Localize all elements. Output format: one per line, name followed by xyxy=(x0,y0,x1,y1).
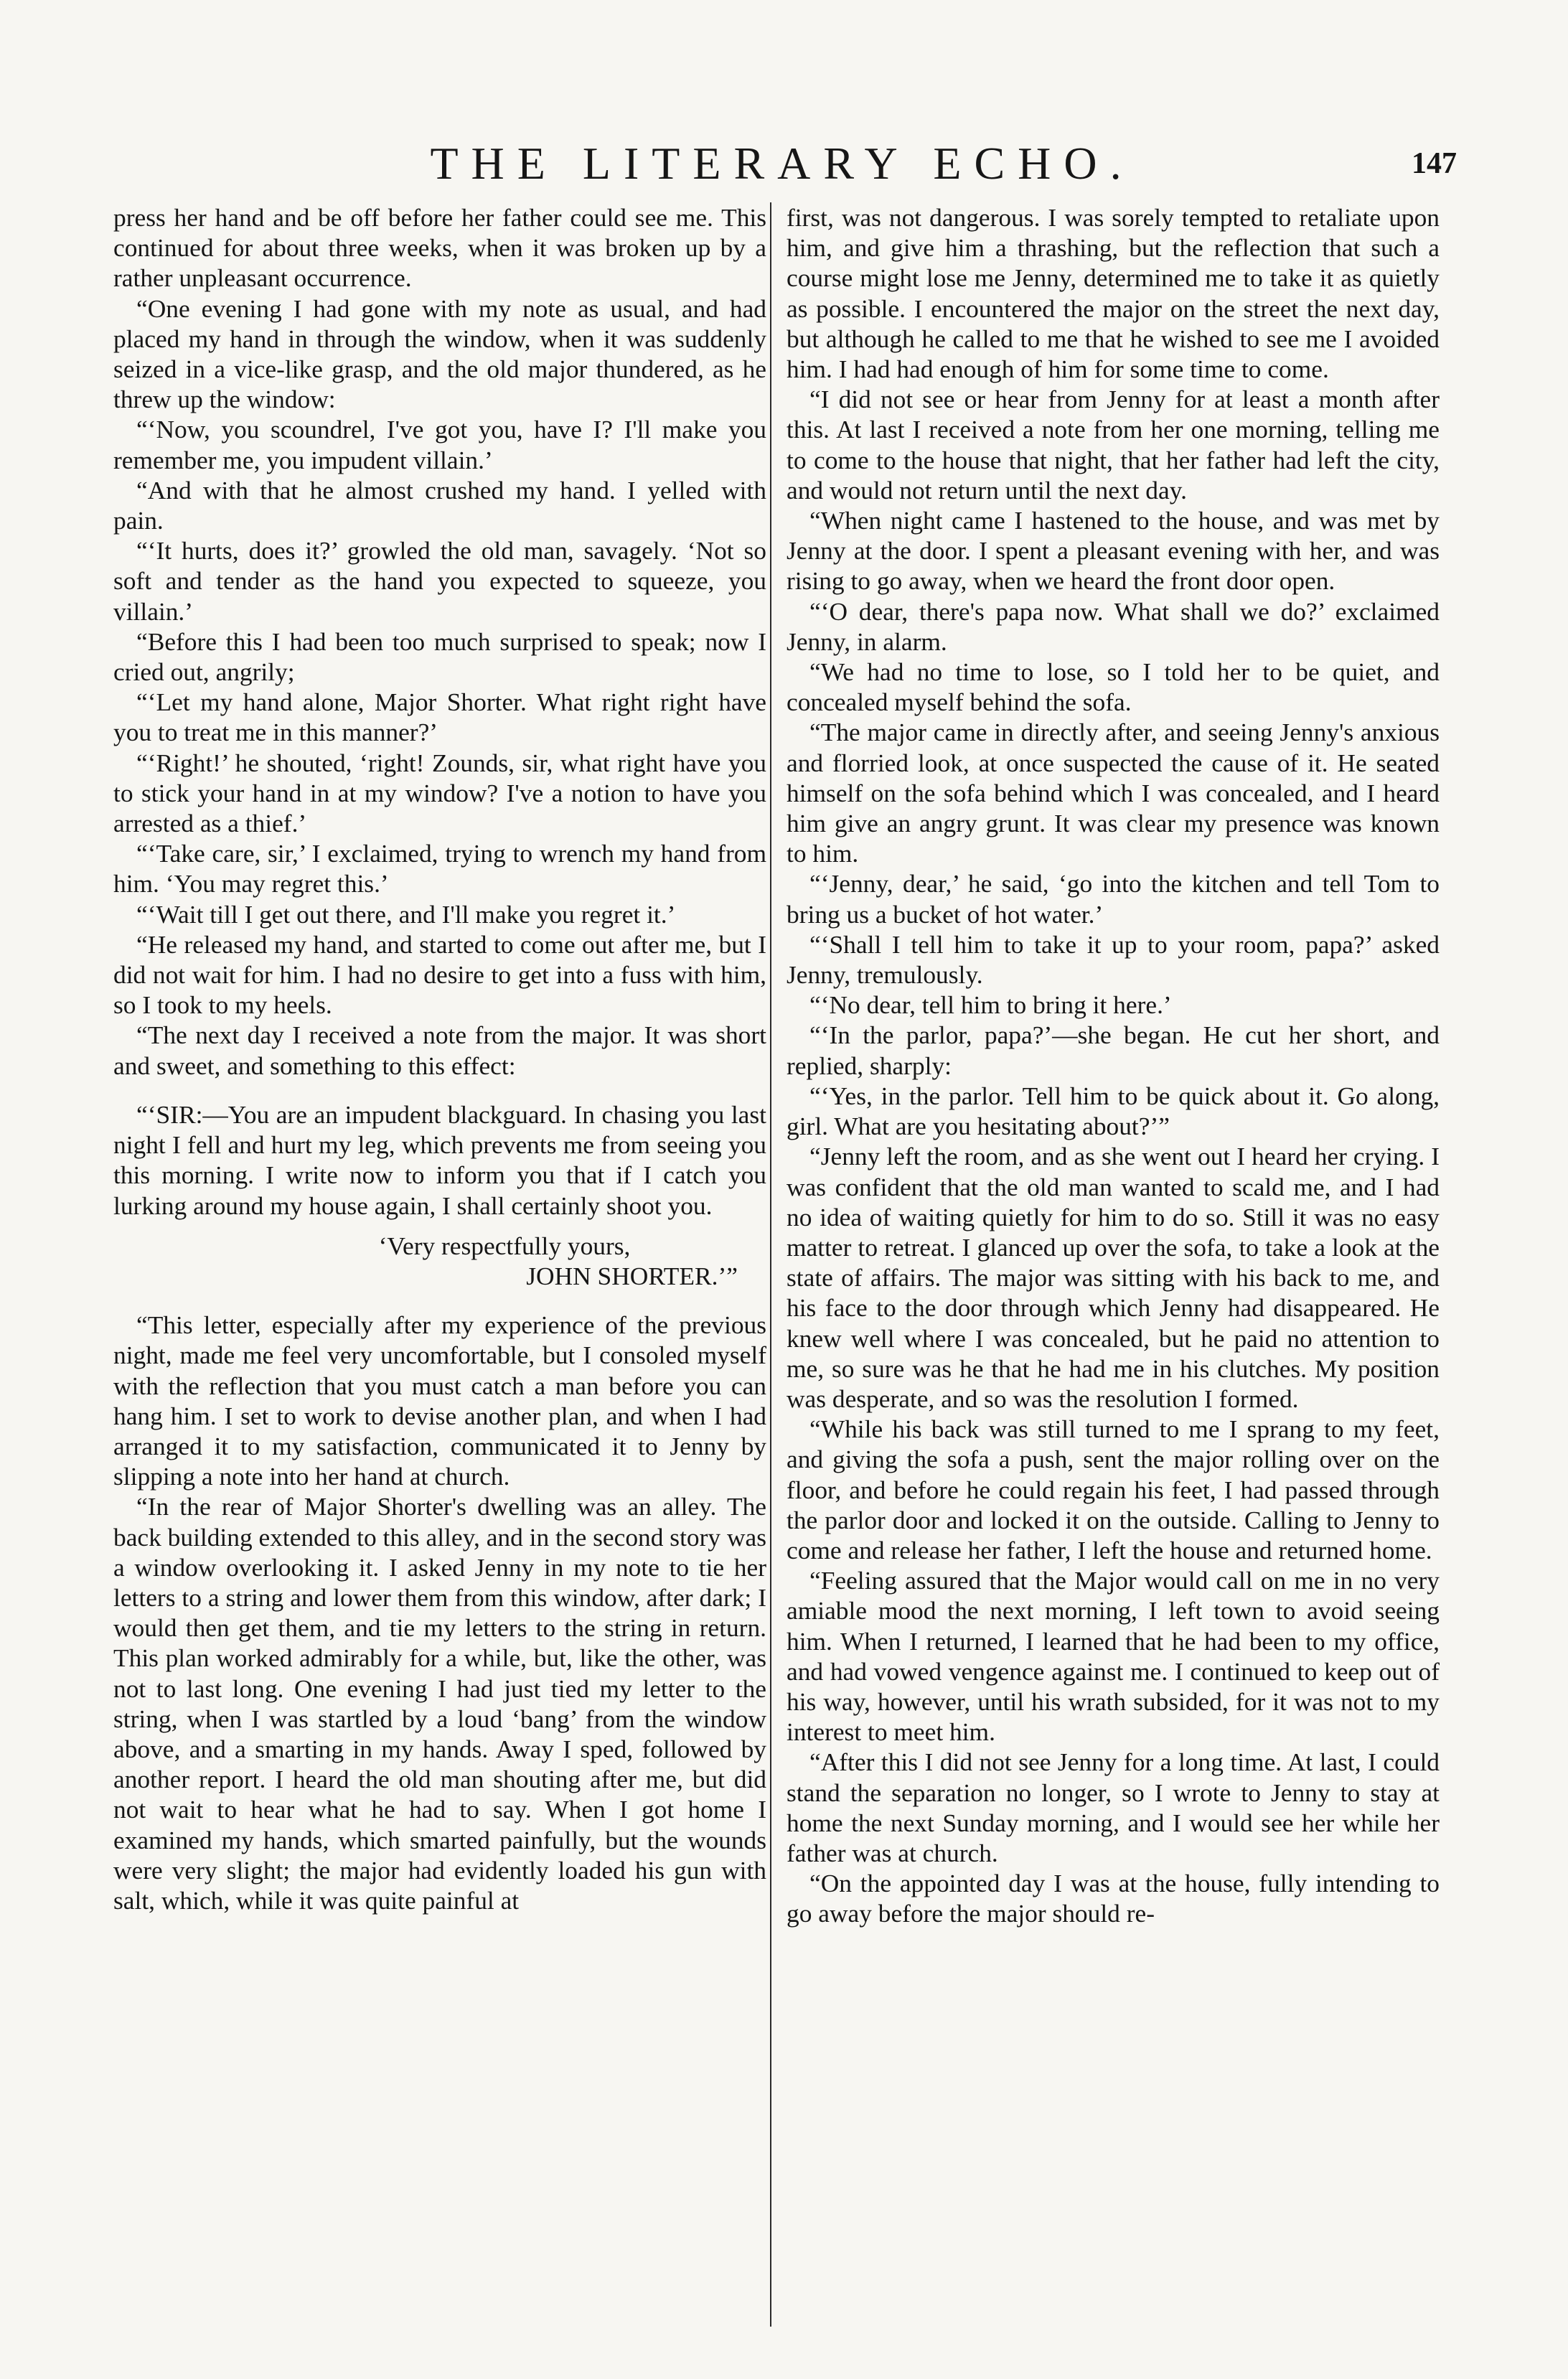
paragraph: first, was not dangerous. I was sorely tempted to retaliate upon him, and give him a thrashing, but the reflection that such a course might lose me Jenny, determined me to take it as quietly as possible. I encountered the major on the street the next day, but although he called to me that he wished to see me I avoided him. I had had enough of him for some time to come. xyxy=(787,203,1440,384)
running-title: THE LITERARY ECHO. xyxy=(430,138,1135,189)
paragraph: “In the rear of Major Shorter's dwelling was an alley. The back building extended to this alley, and in the second story was a window overlooking it. I asked Jenny in my note to tie her letters to a string and lower them from this window, after dark; I would then get them, and tie my letters to the string in return. This plan worked admirably for a while, but, like the other, was not to last long. One evening I had just tied my letter to the string, when I was startled by a loud ‘bang’ from the window above, and a smarting in my hands. Away I sped, followed by another report. I heard the old man shouting after me, but did not wait to hear what he had to say. When I got home I examined my hands, which smarted painfully, but the wounds were very slight; the major had evidently loaded his gun with salt, which, while it was quite painful at xyxy=(113,1492,766,1915)
left-column xyxy=(113,202,766,2327)
paragraph: “‘It hurts, does it?’ growled the old man, savagely. ‘Not so soft and tender as the hand you expected to squeeze, you villain.’ xyxy=(113,536,766,626)
paragraph: “On the appointed day I was at the house, fully intending to go away before the major should re- xyxy=(787,1869,1440,1928)
paragraph: “‘Jenny, dear,’ he said, ‘go into the kitchen and tell Tom to bring us a bucket of hot water.’ xyxy=(787,869,1440,929)
paragraph: “‘Take care, sir,’ I exclaimed, trying to wrench my hand from him. ‘You may regret this.’ xyxy=(113,839,766,898)
paragraph: “‘In the parlor, papa?’—she began. He cut her short, and replied, sharply: xyxy=(787,1020,1440,1080)
paragraph: “‘Now, you scoundrel, I've got you, have I? I'll make you remember me, you impudent villain.’ xyxy=(113,415,766,474)
paragraph: “He released my hand, and started to come out after me, but I did not wait for him. I had no desire to get into a fuss with him, so I took to my heels. xyxy=(113,929,766,1020)
paragraph: “‘O dear, there's papa now. What shall we do?’ exclaimed Jenny, in alarm. xyxy=(787,596,1440,656)
paragraph: “While his back was still turned to me I sprang to my feet, and giving the sofa a push, sent the major rolling over on the floor, and before he could regain his feet, I had passed through the parlor door and locked it on the outside. Calling to Jenny to come and release her father, I left the house and returned home. xyxy=(787,1414,1440,1564)
letter-closing: ‘Very respectfully yours, xyxy=(378,1231,631,1260)
paragraph: “‘Right!’ he shouted, ‘right! Zounds, sir, what right have you to stick your hand in at my window? I've a notion to have you arrested as a thief.’ xyxy=(113,748,766,838)
letter-signature: JOHN SHORTER.’” xyxy=(526,1261,738,1290)
paragraph: “I did not see or hear from Jenny for at least a month after this. At last I received a note from her one morning, telling me to come to the house that night, that her father had left the city, and would not return until the next day. xyxy=(787,385,1440,505)
paragraph: “‘Shall I tell him to take it up to your room, papa?’ asked Jenny, tremulously. xyxy=(787,929,1440,990)
page-header xyxy=(108,135,1457,192)
paragraph: “And with that he almost crushed my hand. I yelled with pain. xyxy=(113,475,766,535)
paragraph: “Before this I had been too much surprised to speak; now I cried out, angrily; xyxy=(113,627,766,687)
paragraph: “Jenny left the room, and as she went out I heard her crying. I was confident that the old man wanted to scald me, and I had no idea of waiting quietly for him to do so. Still it was no easy matter to retreat. I glanced up over the sofa, to take a look at the state of affairs. The major was sitting with his back to me, and his face to the door through which Jenny had disappeared. He knew well where I was concealed, but he paid no attention to me, so sure was he that he had me in his clutches. My position was desperate, and so was the resolution I formed. xyxy=(787,1142,1440,1413)
paragraph: “‘Yes, in the parlor. Tell him to be quick about it. Go along, girl. What are you hesitating about?’” xyxy=(787,1081,1440,1141)
letter-body: “‘SIR:—You are an impudent blackguard. In chasing you last night I fell and hurt my leg, which prevents me from seeing you this morning. I write now to inform you that if I catch you lurking around my house again, I shall certainly shoot you. xyxy=(113,1099,766,1220)
paragraph: “‘Let my hand alone, Major Shorter. What right right have you to treat me in this manner?’ xyxy=(113,688,766,747)
paragraph: “The next day I received a note from the major. It was short and sweet, and something to this effect: xyxy=(113,1020,766,1080)
paragraph: press her hand and be off before her father could see me. This continued for about three weeks, when it was broken up by a rather unpleasant occurrence. xyxy=(113,203,766,293)
page-number: 147 xyxy=(1412,147,1457,180)
paragraph: “When night came I hastened to the house, and was met by Jenny at the door. I spent a pleasant evening with her, and was rising to go away, when we heard the front door open. xyxy=(787,506,1440,596)
paragraph: “One evening I had gone with my note as usual, and had placed my hand in through the window, when it was suddenly seized in a vice-like grasp, and the old major thundered, as he threw up the window: xyxy=(113,294,766,414)
paragraph: “‘No dear, tell him to bring it here.’ xyxy=(809,990,1172,1020)
paragraph: “This letter, especially after my experience of the previous night, made me feel very uncomfortable, but I consoled myself with the reflection that you must catch a man before you can hang him. I set to work to devise another plan, and when I had arranged it to my satisfaction, communicated it to Jenny by slipping a note into her hand at church. xyxy=(113,1310,766,1491)
right-column xyxy=(787,202,1440,2327)
paragraph: “We had no time to lose, so I told her to be quiet, and concealed myself behind the sofa. xyxy=(787,657,1440,717)
paragraph: “Feeling assured that the Major would call on me in no very amiable mood the next morning, I left town to avoid seeing him. When I returned, I learned that he had been to my office, and had vowed vengence against me. I continued to keep out of his way, however, until his wrath subsided, for it was not to my interest to meet him. xyxy=(787,1566,1440,1747)
paragraph: “The major came in directly after, and seeing Jenny's anxious and florried look, at once suspected the cause of it. He seated himself on the sofa behind which I was concealed, and I heard him give an angry grunt. It was clear my presence was known to him. xyxy=(787,718,1440,868)
paragraph: “After this I did not see Jenny for a long time. At last, I could stand the separation no longer, so I wrote to Jenny to stay at home the next Sunday morning, and I would see her while her father was at church. xyxy=(787,1747,1440,1867)
paragraph: “‘Wait till I get out there, and I'll make you regret it.’ xyxy=(136,899,676,929)
column-divider xyxy=(770,202,771,2327)
